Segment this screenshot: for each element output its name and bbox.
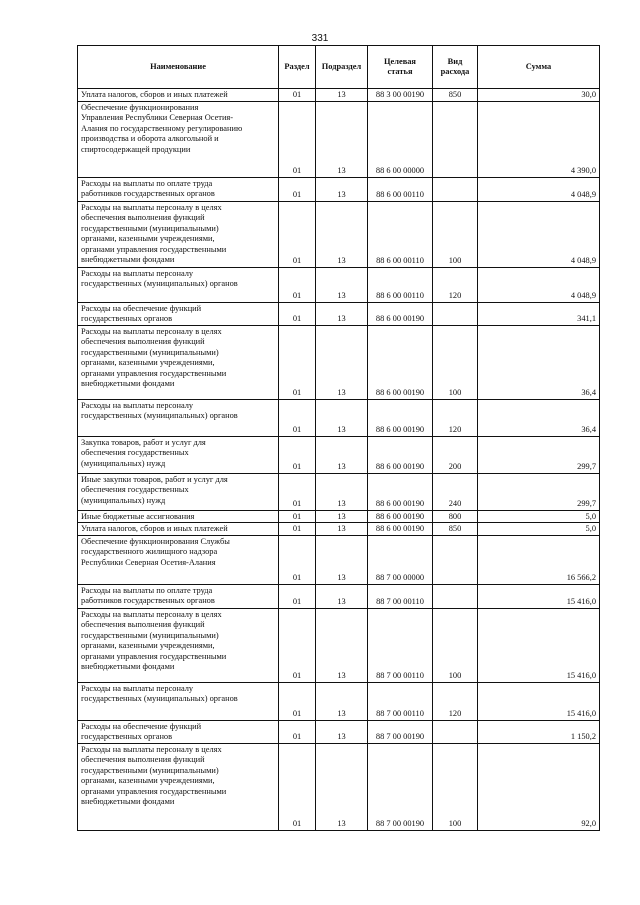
- cell-sum: 30,0: [478, 89, 600, 102]
- cell-subsection: 13: [316, 267, 368, 302]
- cell-subsection: 13: [316, 399, 368, 436]
- cell-section: 01: [279, 473, 316, 510]
- cell-section: 01: [279, 267, 316, 302]
- table-row: [78, 535, 600, 584]
- cell-subsection: 13: [316, 682, 368, 720]
- cell-sum: 16 566,2: [478, 535, 600, 584]
- cell-sum: 1 150,2: [478, 720, 600, 743]
- cell-subsection: 13: [316, 510, 368, 523]
- cell-section: 01: [279, 101, 316, 177]
- cell-type: 850: [433, 523, 478, 536]
- cell-subsection: 13: [316, 743, 368, 830]
- header-name: Наименование: [78, 46, 279, 89]
- cell-sum: 4 390,0: [478, 101, 600, 177]
- page-number: 331: [311, 33, 329, 44]
- cell-target: 88 7 00 00000: [368, 535, 433, 584]
- table-row: [78, 743, 600, 830]
- table-row: [78, 101, 600, 177]
- table-row: [78, 510, 600, 523]
- cell-name: Расходы на выплаты персоналу в целях обеспечения выполнения функций государственными (муниципальными) органами, казенными учреждениями, органами управления государственными внебюджетными фондами: [78, 608, 279, 682]
- cell-sum: 4 048,9: [478, 177, 600, 201]
- cell-section: 01: [279, 436, 316, 473]
- cell-sum: 15 416,0: [478, 682, 600, 720]
- table-row: [78, 436, 600, 473]
- table-row: [78, 608, 600, 682]
- table-row: [78, 267, 600, 302]
- cell-target: 88 6 00 00190: [368, 436, 433, 473]
- table-row: [78, 89, 600, 102]
- cell-type: 100: [433, 608, 478, 682]
- cell-name: Уплата налогов, сборов и иных платежей: [78, 523, 279, 536]
- cell-target: 88 6 00 00190: [368, 302, 433, 325]
- budget-table: [77, 45, 600, 831]
- cell-section: 01: [279, 743, 316, 830]
- table-row: [78, 177, 600, 201]
- cell-target: 88 7 00 00110: [368, 682, 433, 720]
- cell-subsection: 13: [316, 325, 368, 399]
- cell-section: 01: [279, 325, 316, 399]
- cell-name: Расходы на выплаты персоналу в целях обеспечения выполнения функций государственными (муниципальными) органами, казенными учреждениями, органами управления государственными внебюджетными фондами: [78, 201, 279, 267]
- header-sum: Сумма: [478, 46, 600, 89]
- cell-name: Закупка товаров, работ и услуг для обеспечения государственных (муниципальных) нужд: [78, 436, 279, 473]
- cell-sum: 36,4: [478, 325, 600, 399]
- cell-target: 88 6 00 00190: [368, 510, 433, 523]
- cell-name: Расходы на выплаты персоналу государственных (муниципальных) органов: [78, 682, 279, 720]
- table-row: [78, 201, 600, 267]
- cell-section: 01: [279, 89, 316, 102]
- cell-sum: 299,7: [478, 436, 600, 473]
- cell-subsection: 13: [316, 436, 368, 473]
- table-row: [78, 325, 600, 399]
- cell-name: Расходы на обеспечение функций государственных органов: [78, 720, 279, 743]
- cell-section: 01: [279, 510, 316, 523]
- cell-type: [433, 177, 478, 201]
- cell-section: 01: [279, 523, 316, 536]
- cell-type: 100: [433, 743, 478, 830]
- cell-type: 120: [433, 682, 478, 720]
- cell-sum: 5,0: [478, 523, 600, 536]
- cell-subsection: 13: [316, 302, 368, 325]
- cell-section: 01: [279, 584, 316, 608]
- cell-target: 88 6 00 00000: [368, 101, 433, 177]
- cell-target: 88 6 00 00190: [368, 399, 433, 436]
- cell-type: [433, 101, 478, 177]
- cell-section: 01: [279, 177, 316, 201]
- cell-name: Расходы на выплаты персоналу в целях обеспечения выполнения функций государственными (муниципальными) органами, казенными учреждениями, органами управления государственными внебюджетными фондами: [78, 743, 279, 830]
- cell-sum: 341,1: [478, 302, 600, 325]
- cell-target: 88 6 00 00110: [368, 267, 433, 302]
- cell-section: 01: [279, 201, 316, 267]
- cell-name: Уплата налогов, сборов и иных платежей: [78, 89, 279, 102]
- header-target: Целевая статья: [368, 46, 433, 89]
- cell-type: [433, 302, 478, 325]
- cell-type: 200: [433, 436, 478, 473]
- cell-type: [433, 584, 478, 608]
- header-section: Раздел: [279, 46, 316, 89]
- cell-section: 01: [279, 682, 316, 720]
- cell-name: Расходы на выплаты персоналу государственных (муниципальных) органов: [78, 267, 279, 302]
- cell-type: [433, 720, 478, 743]
- cell-section: 01: [279, 720, 316, 743]
- cell-section: 01: [279, 399, 316, 436]
- cell-sum: 5,0: [478, 510, 600, 523]
- table-row: [78, 682, 600, 720]
- table-row: [78, 399, 600, 436]
- cell-target: 88 7 00 00190: [368, 720, 433, 743]
- cell-section: 01: [279, 302, 316, 325]
- cell-subsection: 13: [316, 101, 368, 177]
- cell-type: 100: [433, 201, 478, 267]
- cell-name: Расходы на обеспечение функций государственных органов: [78, 302, 279, 325]
- cell-type: 100: [433, 325, 478, 399]
- cell-sum: 299,7: [478, 473, 600, 510]
- cell-subsection: 13: [316, 535, 368, 584]
- cell-type: 120: [433, 267, 478, 302]
- header-row: [78, 46, 600, 89]
- cell-subsection: 13: [316, 177, 368, 201]
- cell-section: 01: [279, 608, 316, 682]
- cell-name: Расходы на выплаты персоналу государственных (муниципальных) органов: [78, 399, 279, 436]
- header-type: Вид расхода: [433, 46, 478, 89]
- table-row: [78, 473, 600, 510]
- cell-sum: 4 048,9: [478, 267, 600, 302]
- table-row: [78, 584, 600, 608]
- cell-target: 88 6 00 00190: [368, 523, 433, 536]
- cell-name: Иные закупки товаров, работ и услуг для обеспечения государственных (муниципальных) нужд: [78, 473, 279, 510]
- cell-name: Обеспечение функционирования Службы государственного жилищного надзора Республики Северная Осетия-Алания: [78, 535, 279, 584]
- cell-type: 850: [433, 89, 478, 102]
- cell-subsection: 13: [316, 720, 368, 743]
- cell-target: 88 3 00 00190: [368, 89, 433, 102]
- cell-name: Расходы на выплаты по оплате труда работников государственных органов: [78, 177, 279, 201]
- cell-type: 240: [433, 473, 478, 510]
- cell-type: [433, 535, 478, 584]
- cell-name: Иные бюджетные ассигнования: [78, 510, 279, 523]
- cell-sum: 15 416,0: [478, 584, 600, 608]
- cell-subsection: 13: [316, 584, 368, 608]
- cell-target: 88 7 00 00110: [368, 608, 433, 682]
- table-row: [78, 523, 600, 536]
- cell-section: 01: [279, 535, 316, 584]
- cell-subsection: 13: [316, 201, 368, 267]
- cell-target: 88 6 00 00190: [368, 473, 433, 510]
- cell-type: 800: [433, 510, 478, 523]
- table-row: [78, 302, 600, 325]
- cell-subsection: 13: [316, 89, 368, 102]
- table-row: [78, 720, 600, 743]
- cell-name: Расходы на выплаты персоналу в целях обеспечения выполнения функций государственными (муниципальными) органами, казенными учреждениями, органами управления государственными внебюджетными фондами: [78, 325, 279, 399]
- cell-name: Расходы на выплаты по оплате труда работников государственных органов: [78, 584, 279, 608]
- header-subsection: Подраздел: [316, 46, 368, 89]
- cell-name: Обеспечение функционирования Управления Республики Северная Осетия- Алания по государственному регулированию производства и оборота алкогольной и спиртосодержащей продукции: [78, 101, 279, 177]
- cell-target: 88 6 00 00110: [368, 201, 433, 267]
- cell-subsection: 13: [316, 473, 368, 510]
- cell-target: 88 7 00 00190: [368, 743, 433, 830]
- cell-type: 120: [433, 399, 478, 436]
- cell-sum: 36,4: [478, 399, 600, 436]
- cell-subsection: 13: [316, 608, 368, 682]
- cell-sum: 15 416,0: [478, 608, 600, 682]
- cell-sum: 4 048,9: [478, 201, 600, 267]
- cell-target: 88 6 00 00190: [368, 325, 433, 399]
- cell-target: 88 6 00 00110: [368, 177, 433, 201]
- cell-sum: 92,0: [478, 743, 600, 830]
- cell-subsection: 13: [316, 523, 368, 536]
- cell-target: 88 7 00 00110: [368, 584, 433, 608]
